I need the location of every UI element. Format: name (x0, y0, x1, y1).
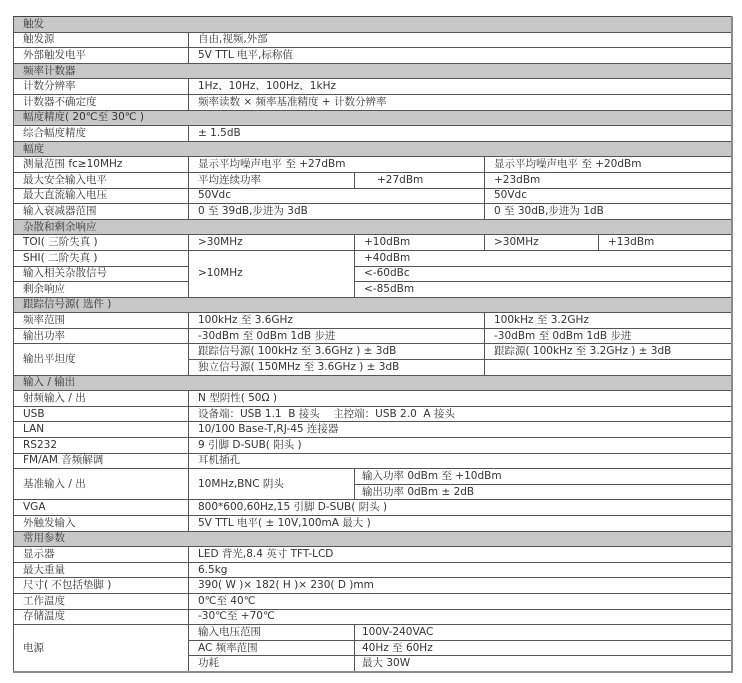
row-label: 剩余响应 (14, 282, 189, 298)
table-row (14, 422, 732, 438)
row-label: 外触发输入 (14, 516, 189, 532)
section-spurious (14, 219, 732, 235)
row-value: 10MHz,BNC 阴头 (189, 469, 355, 500)
row-label: 输出功率 (14, 328, 189, 344)
section-io (14, 375, 732, 391)
table-row (14, 204, 732, 220)
section-title: 频率计数器 (14, 63, 732, 79)
row-value: 6.5kg (189, 562, 732, 578)
sub-label: 功耗 (189, 656, 355, 672)
row-value: N 型阴性( 50Ω ) (189, 391, 732, 407)
row-value: ± 1.5dB (189, 126, 732, 142)
table-row (14, 593, 732, 609)
row-label: 最大重量 (14, 562, 189, 578)
row-label: USB (14, 406, 189, 422)
table-row (14, 250, 732, 266)
value-model-a: 0 至 39dB,步进为 3dB (189, 204, 485, 220)
value-model-a: 显示平均噪声电平 至 +27dBm (189, 157, 485, 173)
section-amp-accuracy (14, 110, 732, 126)
table-row (14, 547, 732, 563)
row-value: 0℃至 40℃ (189, 593, 732, 609)
section-title: 跟踪信号源( 选件 ) (14, 297, 732, 313)
row-label: SHI( 二阶失真 ) (14, 250, 189, 266)
table-row (14, 313, 732, 329)
row-label: 频率范围 (14, 313, 189, 329)
table-row (14, 79, 732, 95)
table-row (14, 500, 732, 516)
table-row (14, 94, 732, 110)
value-model-a: +10dBm (355, 235, 485, 251)
table-row (14, 391, 732, 407)
row-label: 输出平坦度 (14, 344, 189, 375)
row-value: 1Hz、10Hz、100Hz、1kHz (189, 79, 732, 95)
sub-label: AC 频率范围 (189, 640, 355, 656)
section-tracking (14, 297, 732, 313)
sub-value: 40Hz 至 60Hz (355, 640, 732, 656)
table-row (14, 188, 732, 204)
row-value: 9 引脚 D-SUB( 阳头 ) (189, 438, 732, 454)
table-row (14, 609, 732, 625)
value-model-b: 50Vdc (485, 188, 732, 204)
row-label: 输入相关杂散信号 (14, 266, 189, 282)
row-value: 耳机插孔 (189, 453, 732, 469)
value-model-a: 跟踪信号源( 100kHz 至 3.6GHz ) ± 3dB (189, 344, 485, 360)
row-label: 基准输入 / 出 (14, 469, 189, 500)
table-row (14, 172, 732, 188)
row-label: 最大直流输入电压 (14, 188, 189, 204)
row-label: FM/AM 音频解调 (14, 453, 189, 469)
sub-label: 平均连续功率 (189, 172, 355, 188)
row-label: 综合幅度精度 (14, 126, 189, 142)
row-label: 输入衰减器范围 (14, 204, 189, 220)
value-model-a: <-60dBc (355, 266, 732, 282)
section-title: 幅度精度( 20℃至 30℃ ) (14, 110, 732, 126)
table-row (14, 344, 732, 360)
value-model-a: -30dBm 至 0dBm 1dB 步进 (189, 328, 485, 344)
value-model-a: <-85dBm (355, 282, 732, 298)
sub-value: 最大 30W (355, 656, 732, 672)
row-label: 电源 (14, 625, 189, 672)
table-row (14, 516, 732, 532)
row-value: 频率读数 × 频率基准精度 + 计数分辨率 (189, 94, 732, 110)
value-model-a: +27dBm (355, 172, 485, 188)
section-amplitude (14, 141, 732, 157)
sub-value: 输出功率 0dBm ± 2dB (355, 484, 732, 500)
section-title: 输入 / 输出 (14, 375, 732, 391)
table-row (14, 453, 732, 469)
value-model-a: 100kHz 至 3.6GHz (189, 313, 485, 329)
section-trigger (14, 17, 732, 33)
row-label: 计数分辨率 (14, 79, 189, 95)
row-value: 800*600,60Hz,15 引脚 D-SUB( 阴头 ) (189, 500, 732, 516)
value-model-b: +13dBm (599, 235, 732, 251)
sub-value: 输入功率 0dBm 至 +10dBm (355, 469, 732, 485)
section-title: 触发 (14, 17, 732, 33)
sub-label: 输入电压范围 (189, 625, 355, 641)
row-label: TOI( 三阶失真 ) (14, 235, 189, 251)
table-row (14, 282, 732, 298)
table-row (14, 328, 732, 344)
section-title: 常用参数 (14, 531, 732, 547)
row-value: 10/100 Base-T,RJ-45 连接器 (189, 422, 732, 438)
spec-table (13, 16, 733, 673)
table-row (14, 562, 732, 578)
table-row (14, 438, 732, 454)
table-row (14, 625, 732, 641)
row-label: 计数器不确定度 (14, 94, 189, 110)
row-label: RS232 (14, 438, 189, 454)
row-value: 5V TTL 电平,标称值 (189, 48, 732, 64)
row-value: -30℃至 +70℃ (189, 609, 732, 625)
row-label: 存储温度 (14, 609, 189, 625)
row-value: 自由,视频,外部 (189, 32, 732, 48)
table-row (14, 406, 732, 422)
row-value: LED 背光,8.4 英寸 TFT-LCD (189, 547, 732, 563)
value-model-b: -30dBm 至 0dBm 1dB 步进 (485, 328, 732, 344)
row-label: 触发源 (14, 32, 189, 48)
row-label: 最大安全输入电平 (14, 172, 189, 188)
value-model-a: 50Vdc (189, 188, 485, 204)
condition-10mhz: >10MHz (189, 250, 355, 297)
row-value: 5V TTL 电平( ± 10V,100mA 最大 ) (189, 516, 732, 532)
sub-value: 100V-240VAC (355, 625, 732, 641)
value-model-a: +40dBm (355, 250, 732, 266)
condition-a: >30MHz (189, 235, 355, 251)
value-model-a: 独立信号源( 150MHz 至 3.6GHz ) ± 3dB (189, 360, 485, 376)
value-model-b: 0 至 30dB,步进为 1dB (485, 204, 732, 220)
row-value: 设备端：USB 1.1 B 接头 主控端：USB 2.0 A 接头 (189, 406, 732, 422)
section-freq-counter (14, 63, 732, 79)
table-row (14, 126, 732, 142)
table-row (14, 469, 732, 485)
row-value: 390( W )× 182( H )× 230( D )mm (189, 578, 732, 594)
value-model-b: 显示平均噪声电平 至 +20dBm (485, 157, 732, 173)
section-title: 杂散和剩余响应 (14, 219, 732, 235)
row-label: 测量范围 fc≥10MHz (14, 157, 189, 173)
row-label: 尺寸( 不包括垫脚 ) (14, 578, 189, 594)
row-label: 显示器 (14, 547, 189, 563)
value-model-b: +23dBm (485, 172, 732, 188)
row-label: 工作温度 (14, 593, 189, 609)
value-model-b: 跟踪源( 100kHz 至 3.2GHz ) ± 3dB (485, 344, 732, 360)
value-model-b: 100kHz 至 3.2GHz (485, 313, 732, 329)
table-row (14, 578, 732, 594)
table-row (14, 32, 732, 48)
table-row (14, 157, 732, 173)
value-model-b (485, 360, 732, 376)
section-title: 幅度 (14, 141, 732, 157)
table-row (14, 266, 732, 282)
row-label: 外部触发电平 (14, 48, 189, 64)
row-label: 射频输入 / 出 (14, 391, 189, 407)
row-label: LAN (14, 422, 189, 438)
condition-b: >30MHz (485, 235, 599, 251)
table-row (14, 235, 732, 251)
row-label: VGA (14, 500, 189, 516)
table-row (14, 48, 732, 64)
section-general (14, 531, 732, 547)
